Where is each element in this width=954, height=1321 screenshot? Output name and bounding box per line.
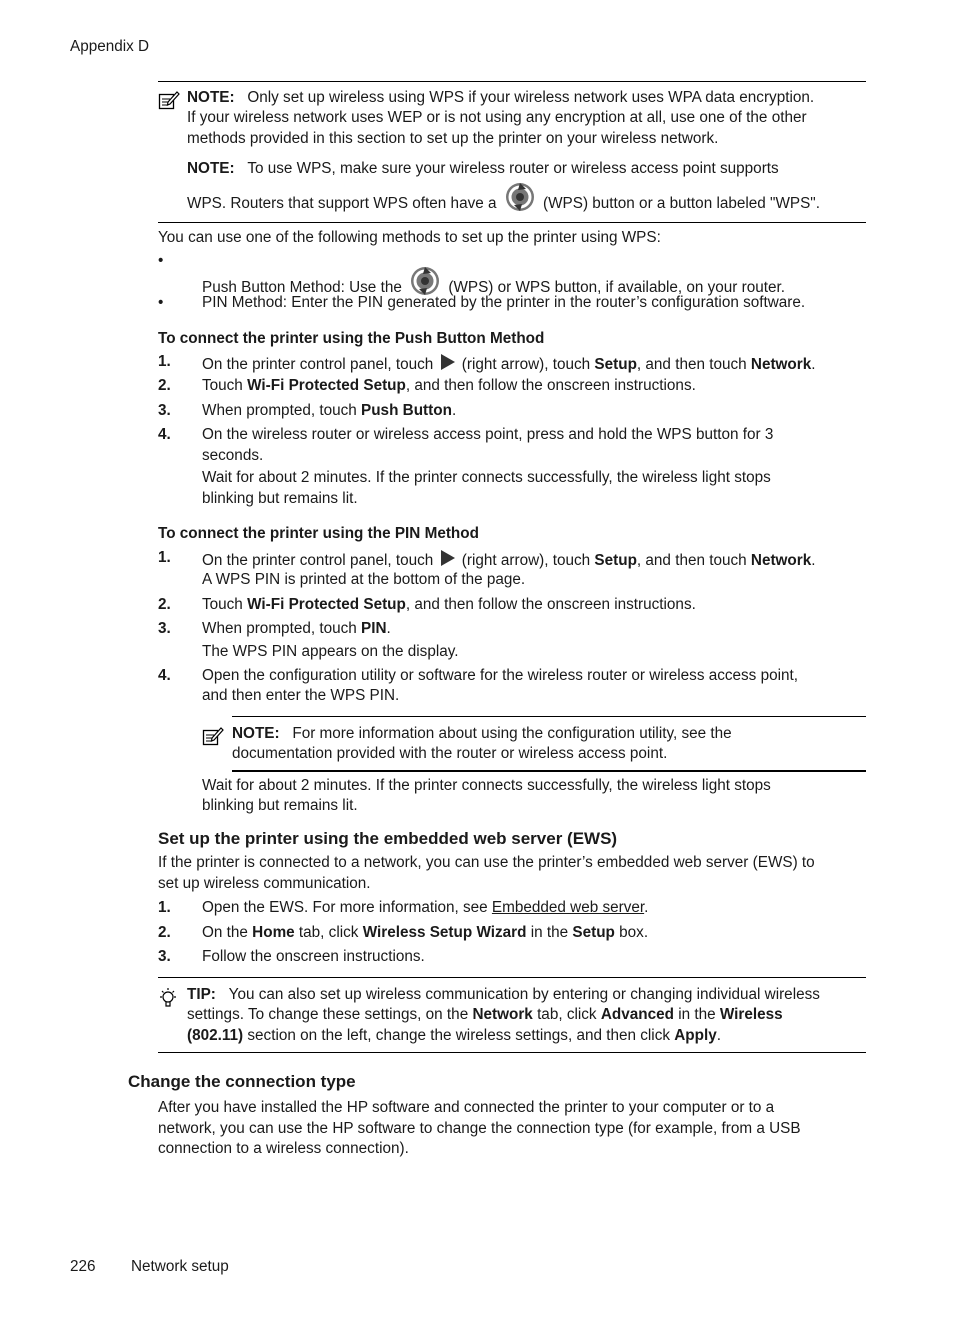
step-text: On the printer control panel, touch [202, 356, 434, 373]
step-text: tab, click [298, 924, 359, 941]
bullet-text: (WPS) or WPS button, if available, on your router. [448, 279, 786, 296]
note-2-line-2 [187, 180, 820, 219]
note-1-line-3: methods provided in this section to set up the printer on your wireless network. [187, 130, 719, 147]
note-2 [187, 160, 779, 178]
step-text: On the [202, 924, 248, 941]
push-step-4-line-1: On the wireless router or wireless access point, press and hold the WPS button for 3 [202, 426, 774, 443]
step-number: 4. [158, 667, 171, 684]
right-arrow-icon [440, 549, 456, 572]
ui-term: Advanced [600, 1006, 674, 1023]
tip-text: section on the left, change the wireless settings, and then click [247, 1027, 670, 1044]
step-number: 1. [158, 549, 171, 566]
inner-note [232, 725, 732, 743]
bullet-text: Push Button Method: Use the [202, 279, 402, 296]
ui-term: Network [472, 1006, 533, 1023]
ui-term: Wireless Setup Wizard [362, 924, 527, 941]
step-text: . [811, 356, 816, 373]
push-step-4-line-4: blinking but remains lit. [202, 490, 358, 507]
step-number: 2. [158, 596, 171, 613]
ui-term: Home [252, 924, 295, 941]
inner-note-top-rule [232, 716, 866, 717]
inner-note-line-2: documentation provided with the router or wireless access point. [232, 745, 668, 762]
push-step-1 [202, 353, 816, 376]
wps-icon [503, 180, 537, 219]
ews-intro-line-2: set up wireless communication. [158, 875, 371, 892]
note-label: NOTE: [232, 725, 280, 742]
step-text: , and then follow the onscreen instructions. [405, 377, 696, 394]
note-text: WPS. Routers that support WPS often have a [187, 195, 497, 212]
pin-step-1-line-2: A WPS PIN is printed at the bottom of the page. [202, 571, 526, 588]
push-step-3 [202, 402, 456, 420]
ews-step-3: Follow the onscreen instructions. [202, 948, 425, 965]
push-step-4-line-3: Wait for about 2 minutes. If the printer connects successfully, the wireless light stops [202, 469, 771, 486]
bullet-marker: • [158, 252, 164, 269]
pin-wait-line-2: blinking but remains lit. [202, 797, 358, 814]
tip-line-2 [187, 1006, 783, 1024]
embedded-web-server-link[interactable]: Embedded web server [491, 899, 645, 916]
note-label: NOTE: [187, 160, 235, 177]
ui-term: (802.11) [187, 1027, 244, 1044]
step-text: Open the EWS. For more information, see [202, 899, 488, 916]
step-number: 1. [158, 899, 171, 916]
step-text: . [451, 402, 457, 419]
tip-top-rule [158, 977, 866, 978]
step-number: 3. [158, 402, 171, 419]
ui-term: Push Button [361, 402, 452, 419]
step-text: , and then follow the onscreen instructions. [405, 596, 696, 613]
step-number: 2. [158, 377, 171, 394]
pin-wait-line-1: Wait for about 2 minutes. If the printer connects successfully, the wireless light stops [202, 777, 771, 794]
step-number: 4. [158, 426, 171, 443]
change-line-2: network, you can use the HP software to change the connection type (for example, from a USB [158, 1120, 801, 1137]
pin-step-3-line-2: The WPS PIN appears on the display. [202, 643, 459, 660]
lightbulb-icon [158, 987, 178, 1014]
tip-text: settings. To change these settings, on the [187, 1006, 469, 1023]
push-step-4-line-2: seconds. [202, 447, 264, 464]
note-text: To use WPS, make sure your wireless router or wireless access point supports [247, 160, 779, 177]
bullet-marker: • [158, 294, 164, 311]
tip-text: You can also set up wireless communication by entering or changing individual wireless [228, 986, 820, 1003]
ui-term: Wireless [719, 1006, 783, 1023]
change-line-3: connection to a wireless connection). [158, 1140, 409, 1157]
note-text: For more information about using the configuration utility, see the [292, 725, 732, 742]
ews-step-2 [202, 924, 648, 942]
push-method-heading: To connect the printer using the Push Button Method [158, 330, 545, 347]
step-number: 3. [158, 620, 171, 637]
wps-intro: You can use one of the following methods to set up the printer using WPS: [158, 229, 661, 246]
ui-term: Network [750, 552, 812, 569]
note-bottom-rule [158, 222, 866, 223]
note-text: (WPS) button or a button labeled "WPS". [543, 195, 820, 212]
ui-term: Wi-Fi Protected Setup [247, 377, 406, 394]
tip-label: TIP: [187, 986, 216, 1003]
tip-bottom-rule [158, 1052, 866, 1053]
ui-term: Wi-Fi Protected Setup [247, 596, 406, 613]
push-step-2 [202, 377, 696, 395]
step-text: On the printer control panel, touch [202, 552, 434, 569]
pin-method-heading: To connect the printer using the PIN Method [158, 525, 479, 542]
pin-step-3 [202, 620, 391, 638]
step-number: 3. [158, 948, 171, 965]
note-text: Only set up wireless using WPS if your wireless network uses WPA data encryption. [247, 89, 815, 106]
ews-intro-line-1: If the printer is connected to a network, you can use the printer’s embedded web server (EWS) to [158, 854, 815, 871]
change-line-1: After you have installed the HP software and connected the printer to your computer or to a [158, 1099, 775, 1116]
step-text: , and then touch [636, 356, 747, 373]
pin-step-4-line-2: and then enter the WPS PIN. [202, 687, 400, 704]
ui-term: Setup [572, 924, 615, 941]
running-header: Appendix D [70, 38, 150, 55]
note-icon [202, 726, 224, 751]
tip-text: . [716, 1027, 721, 1044]
tip-text: tab, click [537, 1006, 597, 1023]
ui-term: Setup [594, 356, 637, 373]
ews-step-1 [202, 899, 648, 917]
ui-term: Setup [594, 552, 637, 569]
step-text: box. [619, 924, 649, 941]
step-text: . [386, 620, 391, 637]
step-text: When prompted, touch [202, 402, 357, 419]
ui-term: PIN [361, 620, 387, 637]
note-icon [158, 90, 180, 115]
inner-note-bottom-rule [232, 770, 866, 772]
pin-step-4-line-1: Open the configuration utility or software for the wireless router or wireless access point, [202, 667, 798, 684]
step-text: When prompted, touch [202, 620, 357, 637]
bullet-pin: PIN Method: Enter the PIN generated by the printer in the router’s configuration software. [202, 294, 806, 311]
footer-section: Network setup [131, 1258, 229, 1275]
note-top-rule [158, 81, 866, 82]
ews-heading: Set up the printer using the embedded web server (EWS) [158, 829, 618, 848]
tip-line-3 [187, 1027, 721, 1045]
pin-step-1 [202, 549, 816, 572]
step-text: in the [530, 924, 569, 941]
step-text: Touch [202, 596, 243, 613]
ui-term: Network [750, 356, 812, 373]
step-text: , and then touch [636, 552, 747, 569]
step-text: . [811, 552, 816, 569]
step-number: 2. [158, 924, 171, 941]
note-1-line-2: If your wireless network uses WEP or is not using any encryption at all, use one of the other [187, 109, 807, 126]
step-text: . [644, 899, 649, 916]
tip-text: in the [678, 1006, 716, 1023]
page-number: 226 [70, 1258, 96, 1275]
step-text: (right arrow), touch [461, 356, 591, 373]
change-connection-heading: Change the connection type [128, 1072, 356, 1091]
note-1 [187, 89, 814, 107]
step-text: Touch [202, 377, 243, 394]
note-label: NOTE: [187, 89, 235, 106]
step-text: (right arrow), touch [461, 552, 591, 569]
ui-term: Apply [674, 1027, 717, 1044]
step-number: 1. [158, 353, 171, 370]
pin-step-2 [202, 596, 696, 614]
tip [187, 986, 820, 1004]
right-arrow-icon [440, 353, 456, 376]
